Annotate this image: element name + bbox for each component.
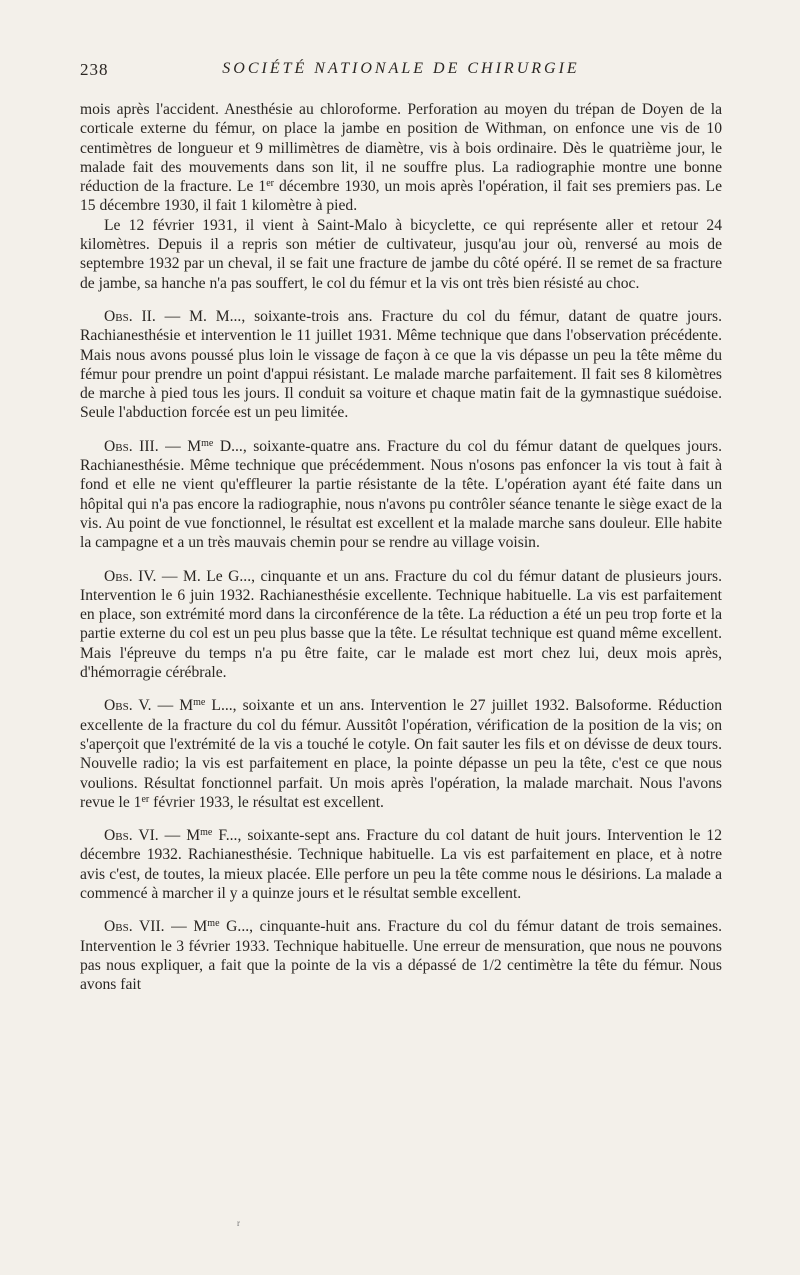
text-run: — M. Le G..., cinquante et un ans. Fracture du col du fémur datant de plusieurs jours. Intervention le 6 juin 1932. Rachianesthésie excellente. Technique habituelle. La vis est parfaitement en place, son extrémité mord dans la circonférence de la tête. La réduction a été un peu trop forte et la partie externe du col est un peu plus basse que la tête. Le résultat technique est quand même excellent. Mais l'épreuve du temps n'a pu être faite, car le malade est mort chez lui, deux mois après, d'hémorragie cérébrale. — [80, 567, 722, 682]
observation-label: Obs. V. — [104, 697, 152, 715]
paragraph — [80, 307, 722, 423]
paragraph — [80, 696, 722, 812]
superscript: me — [207, 918, 220, 930]
paragraph — [80, 437, 722, 553]
text-run: D..., soixante-quatre ans. Fracture du col du fémur datant de quelques jours. Rachianesthésie. Même technique que précédemment. Nous n'osons pas enfoncer la vis tout à fait à fond et elle ne vient qu'effleurer la partie résistante de la tête. L'opération ayant été faite dans un hôpital qui n'a pas encore la radiographie, nous n'avons pu contrôler séance tenante le siège exact de la vis. Au point de vue fonctionnel, le résultat est excellent et la malade marche sans douleur. Elle habite la campagne et a un très mauvais chemin pour se rendre au village voisin. — [80, 437, 722, 552]
text-run: F..., soixante-sept ans. Fracture du col datant de huit jours. Intervention le 12 décembre 1932. Rachianesthésie. Technique habituelle. La vis est parfaitement en place, et à notre avis c'est, de toutes, la mieux placée. Elle perfore un peu la tête comme nous le désirions. La malade a commencé à marcher il y a quinze jours et le résultat semble excellent. — [80, 827, 722, 902]
paragraph — [80, 917, 722, 994]
observation-label: Obs. VII. — [104, 918, 165, 936]
text-run: — M — [151, 697, 194, 715]
text-run: G..., cinquante-huit ans. Fracture du col du fémur datant de trois semaines. Intervention le 3 février 1933. Technique habituelle. Une erreur de mensuration, que nous ne pouvons pas nous expliquer, a fait que la pointe de la vis a dépassé de 1/2 centimètre la tête du fémur. Nous avons fait — [80, 918, 722, 994]
paragraph — [80, 826, 722, 903]
superscript: er — [266, 178, 274, 190]
paragraph — [80, 216, 722, 293]
paragraph — [80, 567, 722, 683]
body-text — [80, 100, 722, 994]
observation-label: Obs. II. — [104, 307, 156, 325]
text-run: — M — [164, 918, 208, 936]
stray-mark: r — [237, 1218, 240, 1228]
text-run: — M. M..., soixante-trois ans. Fracture du col du fémur, datant de quatre jours. Rachianesthésie et intervention le 11 juillet 1931. Même technique que dans l'observation précédente. Mais nous avons poussé plus loin le vissage de façon à ce que la vis dépasse un peu la tête même du fémur pour prendre un point d'appui résistant. Le malade marche parfaitement. Il fait ses 8 kilomètres de marche à pied tous les jours. Il conduit sa voiture et chaque matin fait de la gymnastique suédoise. Seule l'abduction forcée est un peu limitée. — [80, 307, 722, 422]
superscript: me — [201, 437, 214, 449]
paragraph — [80, 100, 722, 216]
text-run: mois après l'accident. Anesthésie au chloroforme. Perforation au moyen du trépan de Doyen de la corticale externe du fémur, on place la jambe en position de Withman, on enfonce une vis de 10 centimètres de longueur et 9 millimètres de diamètre, vis à bois ordinaire. Dès le quatrième jour, le malade fait des mouvements dans son lit, il ne souffre plus. La radiographie montre une bonne réduction de la fracture. Le 1 — [80, 101, 722, 196]
text-run: — M — [158, 827, 201, 845]
page-header — [80, 60, 722, 86]
running-head: SOCIÉTÉ NATIONALE DE CHIRURGIE — [222, 60, 580, 77]
superscript: er — [141, 793, 150, 805]
text-run: février 1933, le résultat est excellent. — [149, 793, 384, 811]
observation-label: Obs. VI. — [104, 827, 159, 845]
observation-label: Obs. III. — [104, 437, 159, 455]
text-run: L..., soixante et un ans. Intervention le 27 juillet 1932. Balsoforme. Réduction excellente de la fracture du col du fémur. Aussitôt l'opération, vérification de la position de la vis; on s'aperçoit que l'extrémité de la vis a touché le cotyle. On fait sauter les fils et on dévisse de deux tours. Nouvelle radio; la vis est parfaitement en place, la pointe dépasse un peu la tête, c'est ce que nous voulions. Résultat fonctionnel parfait. Un mois après l'opération, la malade marchait. Nous l'avons revue le 1 — [80, 697, 722, 811]
text-run: décembre 1930, un mois après l'opération, il fait ses premiers pas. Le 15 décembre 1930, il fait 1 kilomètre à pied. — [80, 178, 722, 215]
superscript: me — [193, 697, 206, 709]
observation-label: Obs. IV. — [104, 567, 157, 585]
superscript: me — [200, 827, 213, 839]
page-number: 238 — [80, 60, 109, 79]
text-run: — M — [158, 437, 202, 455]
text-run: Le 12 février 1931, il vient à Saint-Malo à bicyclette, ce qui représente aller et retour 24 kilomètres. Depuis il a repris son métier de cultivateur, jusqu'au jour où, renversé au mois de septembre 1932 par un cheval, il se fait une fracture de jambe du côté opéré. Il se remet de sa fracture de jambe, sa hanche n'a pas souffert, le col du fémur et la vis ont très bien résisté au choc. — [80, 216, 722, 292]
